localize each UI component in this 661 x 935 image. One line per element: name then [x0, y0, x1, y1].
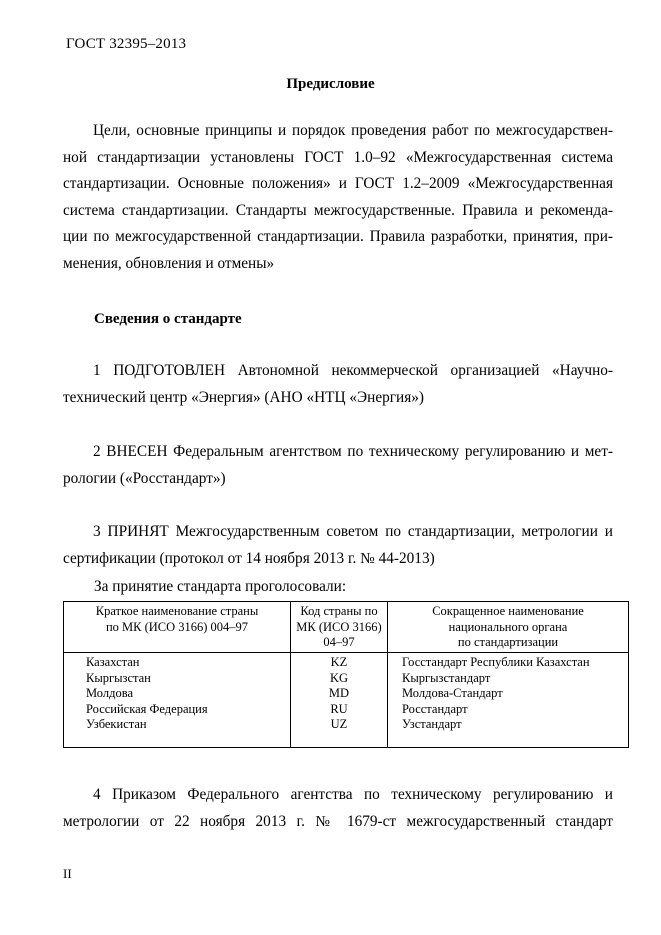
voting-table [63, 601, 629, 748]
standard-info-heading: Сведения о стандарте [94, 311, 242, 327]
header-line: Код страны по [300, 604, 378, 618]
code-cell: MD [291, 686, 388, 702]
body-cell: Госстандарт Республики Казахстан [388, 653, 629, 671]
intro-line: ции по межгосударственной стандартизации. Правила разработки, принятия, при- [63, 228, 613, 245]
country-cell: Узбекистан [64, 717, 291, 747]
code-cell: UZ [291, 717, 388, 747]
item-4-line: метрологии от 22 ноября 2013 г. № 1679-ст межгосударственный стандарт [63, 812, 613, 830]
intro-line: стандартизации. Основные положения» и ГОСТ 1.2–2009 «Межгосударственная [63, 175, 613, 192]
item-2-paragraph [63, 439, 613, 492]
header-line: по стандартизации [457, 635, 559, 649]
item-1-line: технический центр «Энергия» (АНО «НТЦ «Энергия») [63, 388, 425, 406]
header-line: МК (ИСО 3166) [296, 619, 382, 634]
header-line: Краткое наименование страны [95, 604, 259, 618]
intro-paragraph [63, 118, 613, 277]
table-row [64, 653, 629, 671]
header-line: по МК (ИСО 3166) 004–97 [105, 619, 249, 634]
body-cell: Узстандарт [388, 717, 629, 747]
item-4-line: 4 Приказом Федерального агентства по техническому регулированию и [93, 786, 613, 803]
table-row [64, 717, 629, 747]
vote-intro: За принятие стандарта проголосовали: [94, 578, 347, 595]
body-cell: Кыргызстандарт [388, 671, 629, 687]
page-number: II [63, 866, 72, 881]
country-cell: Молдова [64, 686, 291, 702]
document-header: ГОСТ 32395–2013 [66, 36, 187, 52]
header-country-code [291, 602, 388, 653]
code-cell: KG [291, 671, 388, 687]
table-row [64, 686, 629, 702]
table-row [64, 671, 629, 687]
item-2-line: рологии («Росстандарт») [63, 469, 226, 487]
header-line: 04–97 [323, 635, 355, 649]
body-cell: Молдова-Стандарт [388, 686, 629, 702]
item-3-line: сертификации (протокол от 14 ноября 2013 г. № 44-2013) [63, 549, 435, 567]
country-cell: Казахстан [64, 653, 291, 671]
country-cell: Кыргызстан [64, 671, 291, 687]
table-row [64, 702, 629, 718]
country-cell: Российская Федерация [64, 702, 291, 718]
item-2-line: 2 ВНЕСЕН Федеральным агентством по техническому регулированию и мет- [93, 443, 613, 460]
item-3-line: 3 ПРИНЯТ Межгосударственным советом по стандартизации, метрологии и [93, 523, 613, 540]
code-cell: KZ [291, 653, 388, 671]
section-title: Предисловие [286, 76, 375, 92]
code-cell: RU [291, 702, 388, 718]
item-3-paragraph [63, 519, 613, 572]
intro-line: ной стандартизации установлены ГОСТ 1.0–92 «Межгосударственная система [63, 148, 613, 166]
body-cell: Росстандарт [388, 702, 629, 718]
header-country-name [64, 602, 291, 653]
header-line: Сокращенное наименование [432, 604, 584, 618]
intro-line: система стандартизации. Стандарты межгосударственные. Правила и рекоменда- [63, 201, 613, 219]
item-1-paragraph [63, 358, 613, 411]
table-header-row [64, 602, 629, 653]
item-1-line: 1 ПОДГОТОВЛЕН Автономной некоммерческой организацией «Научно- [93, 362, 613, 379]
intro-line: менения, обновления и отмены» [63, 254, 275, 272]
intro-line: Цели, основные принципы и порядок проведения работ по межгосударствен- [93, 122, 613, 139]
item-4-paragraph [63, 782, 613, 835]
header-line: национального органа [448, 619, 568, 634]
header-national-body [388, 602, 629, 653]
